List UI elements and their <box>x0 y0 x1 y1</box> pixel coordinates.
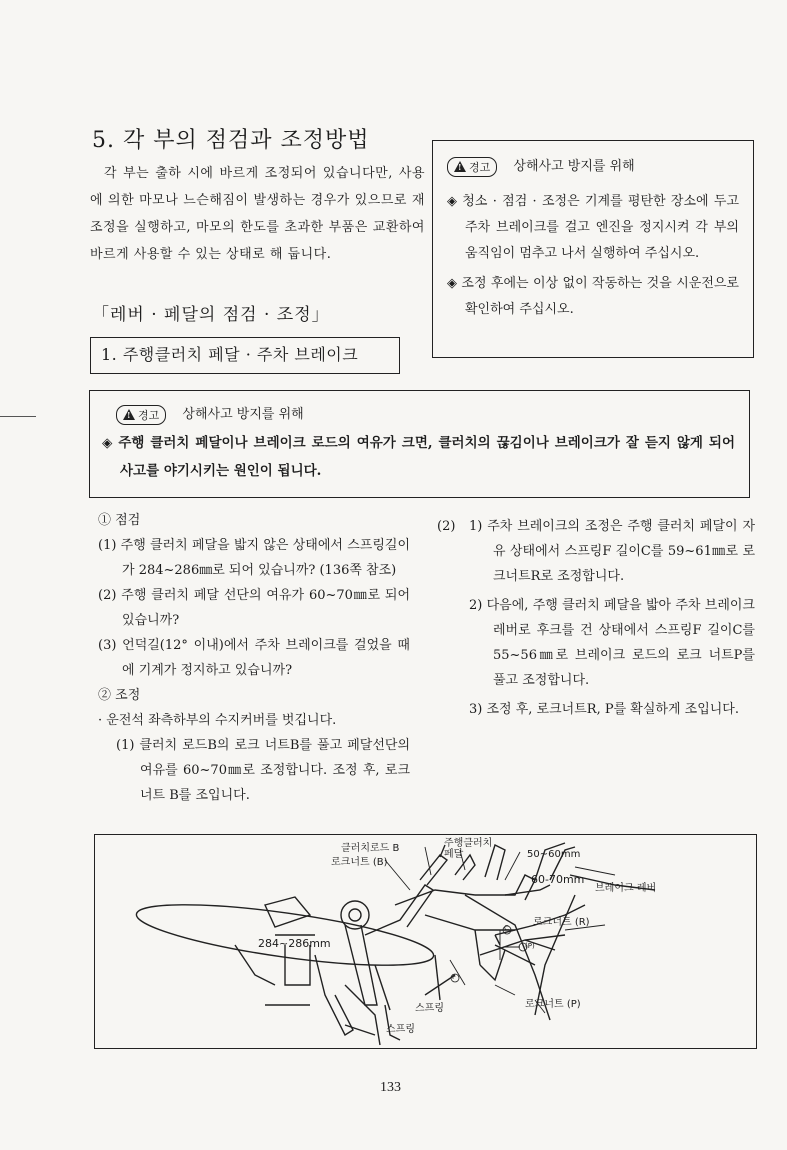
label-clutch-rod-b: 클러치로드 B <box>341 843 400 854</box>
label-f: F <box>452 973 457 981</box>
warning-1-bullet-1: ◈ 청소 · 점검 · 조정은 기계를 평탄한 장소에 두고 주차 브레이크를 걸고 엔진을 정지시켜 각 부의 움직임이 멈추고 나서 실행하여 주십시오. <box>447 193 739 261</box>
left-column <box>98 508 410 808</box>
label-dim-284-286: 284~286mm <box>258 937 331 950</box>
adjust-item-2-prefix: (2) <box>437 519 456 534</box>
warning-box-2 <box>89 390 750 498</box>
warning-badge: ! 경고 <box>116 405 166 425</box>
intro-paragraph: 각 부는 출하 시에 바르게 조정되어 있습니다만, 사용에 의한 마모나 느슨해짐이 발생하는 경우가 있으므로 재 조정을 실행하고, 마모의 한도를 초과한 부품은 교환하여 바르게 사용할 수 있는 상태로 해 둡니다. <box>90 166 425 262</box>
warning-2-bullet: ◈ 주행 클러치 페달이나 브레이크 로드의 여유가 크면, 클러치의 끊김이나 브레이크가 잘 듣지 않게 되어 사고를 야기시키는 원인이 됩니다. <box>102 434 735 479</box>
adjust-substep-2: 2) 다음에, 주행 클러치 페달을 밟아 주차 브레이크 레버로 후크를 건 상태에서 스프링F 길이C를 55~56㎜로 브레이크 로드의 로크 너트P를 풀고 조정합니다. <box>469 598 755 688</box>
page-number: 133 <box>380 1080 401 1095</box>
label-brake-lever: 브레이크 레버 <box>595 883 657 894</box>
warning-triangle-icon <box>454 161 466 172</box>
warning-badge: ! 경고 <box>447 157 497 177</box>
label-p: (P) <box>525 942 535 950</box>
warning-box-1 <box>432 140 754 358</box>
label-lock-nut-r: 로크너트 (R) <box>533 917 590 928</box>
check-item-2: (2) 주행 클러치 페달 선단의 여유가 60~70㎜로 되어 있습니까? <box>98 588 410 628</box>
adjust-substep-3: 3) 조정 후, 로크너트R, P를 확실하게 조입니다. <box>469 702 739 717</box>
label-drive-clutch-pedal: 주행클러치 페달 <box>444 838 493 860</box>
margin-mark <box>0 416 36 417</box>
check-item-1: (1) 주행 클러치 페달을 밟지 않은 상태에서 스프링길이가 284~286㎜로 되어 있습니까? (136쪽 참조) <box>98 538 410 578</box>
warning-heading-2: ! 경고 상해사고 방지를 위해 <box>102 403 735 425</box>
section-title: 「레버 · 페달의 점검 · 조정」 <box>92 305 330 325</box>
adjust-item-1: (1) 클러치 로드B의 로크 너트B를 풀고 페달선단의 여유를 60~70㎜로 조정합니다. 조정 후, 로크너트 B를 조입니다. <box>116 738 410 803</box>
check-heading: ① 점검 <box>98 513 141 528</box>
warning-heading-1: ! 경고 상해사고 방지를 위해 <box>447 155 739 177</box>
label-spring-1: 스프링 <box>415 1003 444 1014</box>
mechanism-figure <box>94 834 757 1049</box>
warning-triangle-icon <box>123 409 135 420</box>
label-dim-60-70: 60-70mm <box>531 873 585 886</box>
check-item-3: (3) 언덕길(12° 이내)에서 주차 브레이크를 걸었을 때에 기계가 정지하고 있습니까? <box>98 638 410 678</box>
linkage-diagram <box>95 835 758 1050</box>
page-title: 5. 각 부의 점검과 조정방법 <box>92 128 370 153</box>
subsection-title: 1. 주행클러치 페달 · 주차 브레이크 <box>90 337 400 374</box>
adjust-substep-1: 1) 주차 브레이크의 조정은 주행 클러치 페달이 자유 상태에서 스프링F 길이C를 59~61㎜로 로크너트R로 조정합니다. <box>469 519 755 584</box>
label-spring-2: 스프링 <box>386 1024 415 1035</box>
adjust-heading: ② 조정 <box>98 688 141 703</box>
label-c: C <box>504 924 509 932</box>
warning-1-bullet-2: ◈ 조정 후에는 이상 없이 작동하는 것을 시운전으로 확인하여 주십시오. <box>447 275 739 317</box>
adjust-intro: · 운전석 좌측하부의 수지커버를 벗깁니다. <box>98 713 337 728</box>
right-column <box>437 514 755 722</box>
label-dim-50-60: 50~60mm <box>527 849 581 860</box>
label-lock-nut-b: 로크너트 (B) <box>331 857 388 868</box>
label-lock-nut-p: 로크너트 (P) <box>525 999 581 1010</box>
